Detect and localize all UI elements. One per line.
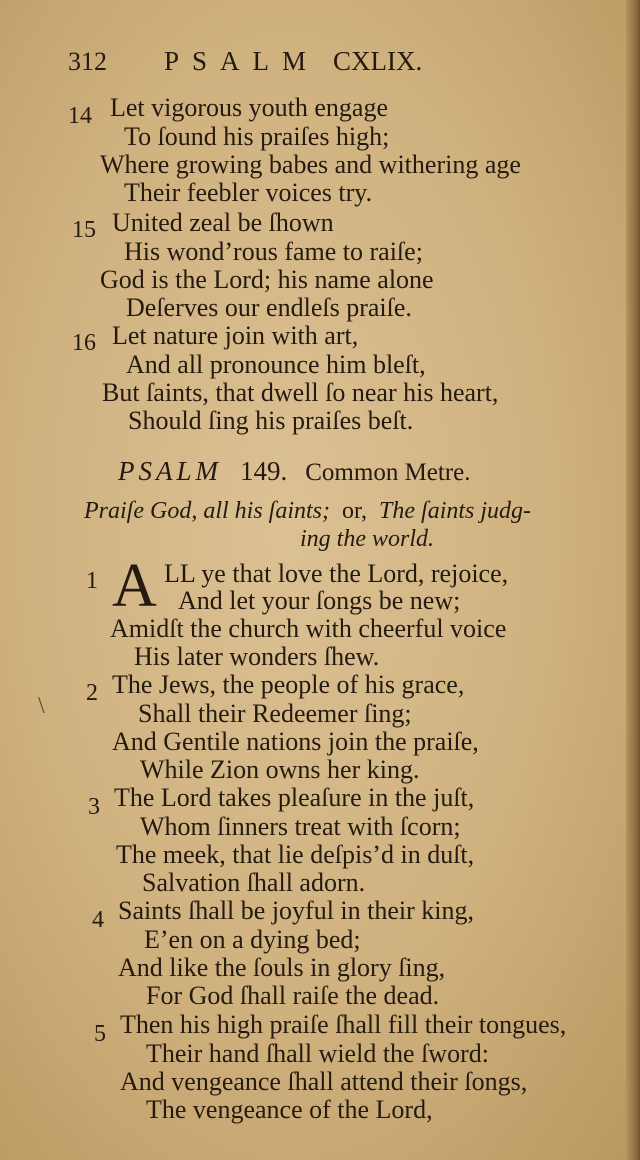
verse-line: God is the Lord; his name alone <box>100 265 434 294</box>
verse-line: Let vigorous youth engage <box>110 93 388 122</box>
verse-line: E’en on a dying bed; <box>144 925 361 954</box>
verse-line: Should ſing his praiſes beſt. <box>128 406 414 435</box>
verse-line: Shall their Redeemer ſing; <box>138 699 412 728</box>
verse-line: The Jews, the people of his grace, <box>112 670 465 699</box>
verse-line: His wond’rous fame to raiſe; <box>124 237 423 266</box>
psalm-heading-metre: Common Metre. <box>305 459 471 486</box>
verse-line: And let your ſongs be new; <box>178 586 461 615</box>
verse-line: His later wonders ſhew. <box>134 642 380 671</box>
psalm-heading-number: 149. <box>240 456 288 486</box>
verse-line: Saints ſhall be joyful in their king, <box>118 896 475 925</box>
page-edge <box>626 0 640 1160</box>
verse-line: LL ye that love the Lord, rejoice, <box>164 559 509 588</box>
argument-line-2: ing the world. <box>300 526 435 552</box>
verse-number: 3 <box>88 794 100 820</box>
margin-mark: \ <box>38 693 45 719</box>
verse-line: And Gentile nations join the praiſe, <box>112 727 479 756</box>
verse-line: Whom ſinners treat with ſcorn; <box>140 812 461 841</box>
verse-line: Their feebler voices try. <box>124 178 373 207</box>
verse-line: Amidſt the church with cheerful voice <box>110 614 507 643</box>
verse-line: Their hand ſhall wield the ſword: <box>146 1039 489 1068</box>
verse-line: The vengeance of the Lord, <box>146 1095 433 1124</box>
verse-number: 14 <box>68 103 92 129</box>
verse-line: And all pronounce him bleſt, <box>126 350 426 379</box>
verse-line: The meek, that lie deſpis’d in duſt, <box>116 840 475 869</box>
verse-line: To ſound his praiſes high; <box>124 122 390 151</box>
verse-number: 16 <box>72 330 96 356</box>
verse-line: Salvation ſhall adorn. <box>142 868 366 897</box>
verse-line: Where growing babes and withering age <box>100 150 521 179</box>
verse-line: United zeal be ſhown <box>112 208 334 237</box>
verse-line: But ſaints, that dwell ſo near his heart, <box>102 378 499 407</box>
verse-number: 15 <box>72 217 96 243</box>
verse-line: And vengeance ſhall attend their ſongs, <box>120 1067 528 1096</box>
page-number: 312 <box>68 47 107 76</box>
verse-number: 5 <box>94 1021 106 1047</box>
verse-line: The Lord takes pleaſure in the juſt, <box>114 783 475 812</box>
verse-number: 4 <box>92 907 104 933</box>
verse-number: 2 <box>86 680 98 706</box>
verse-line: For God ſhall raiſe the dead. <box>146 981 440 1010</box>
drop-cap: A <box>112 552 157 620</box>
running-header <box>68 46 538 86</box>
verse-line: And like the ſouls in glory ſing, <box>118 953 446 982</box>
running-psalm-number: CXLIX. <box>333 46 423 76</box>
psalm-heading-title: PSALM <box>118 456 222 486</box>
psalm-heading <box>118 456 471 487</box>
verse-line: Let nature join with art, <box>112 321 359 350</box>
argument-line-1: Praiſe God, all his ſaints; or, The ſaints judg- <box>84 498 532 524</box>
verse-line: While Zion owns her king. <box>140 755 420 784</box>
verse-line: Then his high praiſe ſhall fill their tongues, <box>120 1010 567 1039</box>
verse-line: Deſerves our endleſs praiſe. <box>126 293 412 322</box>
running-title: PSALM <box>164 46 320 76</box>
verse-number: 1 <box>86 568 98 594</box>
